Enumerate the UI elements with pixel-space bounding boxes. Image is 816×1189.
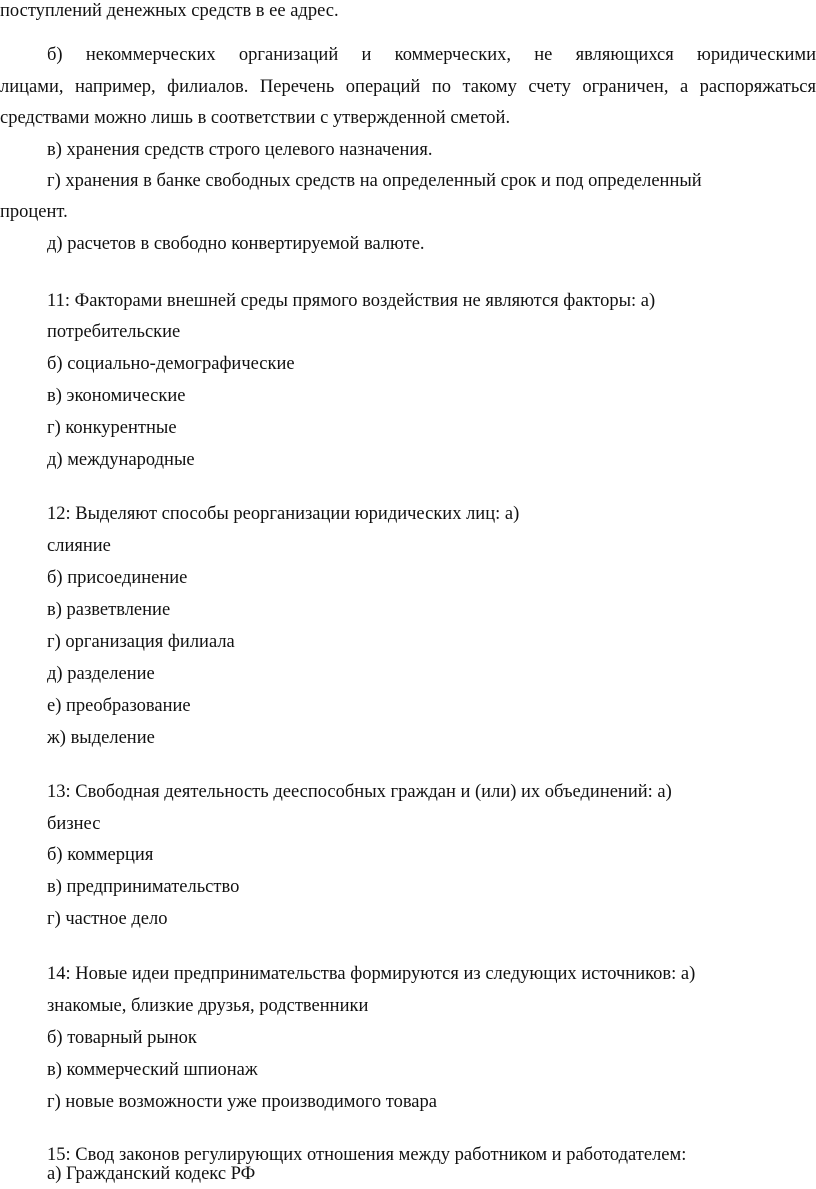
answer-option: б) социально-демографические — [47, 354, 295, 374]
answer-option: слияние — [47, 536, 111, 556]
answer-option: в) экономические — [47, 386, 186, 406]
answer-option: знакомые, близкие друзья, родственники — [47, 996, 369, 1016]
intro-line: поступлений денежных средств в ее адрес. — [0, 1, 339, 21]
paragraph-b-line3: средствами можно лишь в соответствии с утвержденной сметой. — [0, 108, 511, 128]
answer-option: а) Гражданский кодекс РФ — [47, 1164, 256, 1184]
question-11: 11: Факторами внешней среды прямого воздействия не являются факторы: а) — [47, 291, 656, 311]
paragraph-g-line2: процент. — [0, 202, 68, 222]
answer-option: в) предпринимательство — [47, 877, 240, 897]
paragraph-g-line1: г) хранения в банке свободных средств на определенный срок и под определенный — [47, 171, 702, 191]
answer-option: ж) выделение — [47, 728, 155, 748]
question-12: 12: Выделяют способы реорганизации юридических лиц: а) — [47, 504, 520, 524]
answer-option: бизнес — [47, 814, 101, 834]
paragraph-b-line1: б) некоммерческих организаций и коммерческих, не являющихся юридическими — [47, 45, 816, 65]
answer-option: г) организация филиала — [47, 632, 235, 652]
paragraph-v: в) хранения средств строго целевого назначения. — [47, 140, 433, 160]
question-15: 15: Свод законов регулирующих отношения между работником и работодателем: — [47, 1145, 687, 1165]
answer-option: д) разделение — [47, 664, 155, 684]
answer-option: д) международные — [47, 450, 195, 470]
answer-option: в) коммерческий шпионаж — [47, 1060, 258, 1080]
answer-option: б) товарный рынок — [47, 1028, 197, 1048]
answer-option: в) разветвление — [47, 600, 171, 620]
answer-option: г) новые возможности уже производимого товара — [47, 1092, 437, 1112]
answer-option: г) конкурентные — [47, 418, 177, 438]
answer-option: г) частное дело — [47, 909, 168, 929]
question-14: 14: Новые идеи предпринимательства формируются из следующих источников: а) — [47, 964, 696, 984]
answer-option: потребительские — [47, 322, 181, 342]
question-13: 13: Свободная деятельность дееспособных граждан и (или) их объединений: а) — [47, 782, 672, 802]
answer-option: е) преобразование — [47, 696, 191, 716]
paragraph-d: д) расчетов в свободно конвертируемой валюте. — [47, 234, 425, 254]
answer-option: б) присоединение — [47, 568, 188, 588]
answer-option: б) коммерция — [47, 845, 154, 865]
paragraph-b-line2: лицами, например, филиалов. Перечень операций по такому счету ограничен, а распоряжаться — [0, 77, 816, 97]
